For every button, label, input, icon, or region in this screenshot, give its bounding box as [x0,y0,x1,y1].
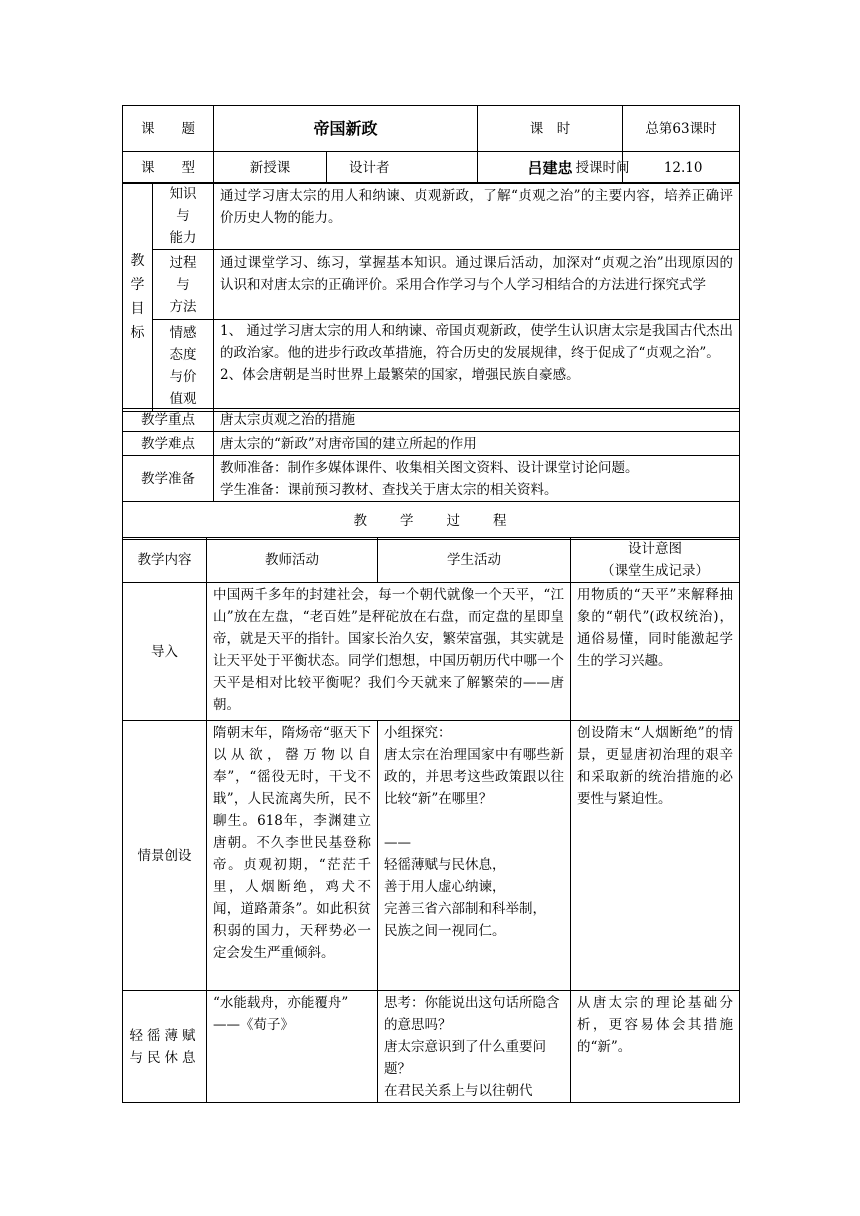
designer-label: 设计者 [327,152,478,184]
row-content: 导入 [123,583,207,721]
row-content: 情景创设 [123,721,207,991]
table-row [123,583,740,721]
table-row [123,721,740,991]
header-table [122,105,740,184]
col-teacher-header: 教师活动 [207,538,378,583]
topic-label: 课 题 [123,106,214,152]
process-table [122,537,740,1103]
row-teacher: “水能载舟，亦能覆舟” ——《荀子》 [207,991,378,1103]
preparation-label: 教学准备 [123,456,214,502]
row-intent: 创设隋末“人烟断绝”的情景，更显唐初治理的艰辛和采取新的统治措施的必要性与紧迫性。 [571,721,740,991]
focus-table [122,408,740,540]
time-cell: 授课时间 12.10 [623,152,740,184]
difficulty-label: 教学难点 [123,432,214,456]
row-content: 轻徭薄赋与民休息 [123,991,207,1103]
designer-value: 吕建忠 [478,152,623,184]
row-student: 小组探究： 唐太宗在治理国家中有哪些新政的，并思考这些政策跟以往比较“新”在哪里？ —— 轻徭薄赋与民休息， 善于用人虚心纳谏， 完善三省六部制和科举制， 民族之间一视同仁。 [378,721,571,991]
type-value: 新授课 [214,152,327,184]
row-intent: 用物质的“天平”来解释抽象的“朝代”(政权统治)，通俗易懂，同时能激起学生的学习兴趣。 [571,583,740,721]
time-value: 12.10 [663,159,703,176]
objective-process-label: 过程 与 方法 [153,250,214,320]
objective-emotion-label: 情感 态度 与价 值观 [153,320,214,412]
row-teacher: 隋朝末年，隋炀帝“驱天下以从欲，罄万物以自奉”，“徭役无时，干戈不戢”，人民流离失所，民不聊生。618年，李渊建立唐朝。不久李世民基登称帝。贞观初期，“茫茫千里，人烟断绝，鸡犬不闻，道路萧条”。如此积贫积弱的国力，天秤势必一定会发生严重倾斜。 [207,721,378,991]
preparation-text: 教师准备：制作多媒体课件、收集相关图文资料、设计课堂讨论问题。 学生准备：课前预习教材、查找关于唐太宗的相关资料。 [214,456,740,502]
objective-emotion-text: 1、 通过学习唐太宗的用人和纳谏、帝国贞观新政，使学生认识唐太宗是我国古代杰出的政治家。他的进步行政改革措施，符合历史的发展规律，终于促成了“贞观之治”。 2、体会唐朝是当时世界上最繁荣的国家，增强民族自豪感。 [214,320,740,412]
row-intent: 从唐太宗的理论基础分析，更容易体会其措施的“新”。 [571,991,740,1103]
topic-title: 帝国新政 [214,106,478,152]
row-student: 思考：你能说出这句话所隐含的意思吗？ 唐太宗意识到了什么重要问题？ 在君民关系上与以往朝代 [378,991,571,1103]
objectives-table [122,182,740,412]
process-title: 教 学 过 程 [123,502,740,540]
objective-knowledge-text: 通过学习唐太宗的用人和纳谏、贞观新政，了解“贞观之治”的主要内容，培养正确评价历史人物的能力。 [214,183,740,250]
hours-label: 课 时 [478,106,623,152]
row-teacher: 中国两千多年的封建社会，每一个朝代就像一个天平，“江山”放在左盘，“老百姓”是秤砣放在右盘，而定盘的星即皇帝，就是天平的指针。国家长治久安，繁荣富强，其实就是让天平处于平衡状态。同学们想想，中国历朝历代中哪一个天平是相对比较平衡呢？我们今天就来了解繁荣的——唐朝。 [207,583,571,721]
objective-knowledge-label: 知识 与 能力 [153,183,214,250]
col-intent-header: 设计意图 （课堂生成记录） [571,538,740,583]
col-content-header: 教学内容 [123,538,207,583]
col-student-header: 学生活动 [378,538,571,583]
key-point-label: 教学重点 [123,409,214,432]
key-point-text: 唐太宗贞观之治的措施 [214,409,740,432]
difficulty-text: 唐太宗的“新政”对唐帝国的建立所起的作用 [214,432,740,456]
table-row [123,991,740,1103]
type-label: 课 型 [123,152,214,184]
objectives-label: 教 学 目 标 [123,183,153,412]
hours-value: 总第63课时 [623,106,740,152]
objective-process-text: 通过课堂学习、练习，掌握基本知识。通过课后活动，加深对“贞观之治”出现原因的认识和对唐太宗的正确评价。采用合作学习与个人学习相结合的方法进行探究式学 [214,250,740,320]
